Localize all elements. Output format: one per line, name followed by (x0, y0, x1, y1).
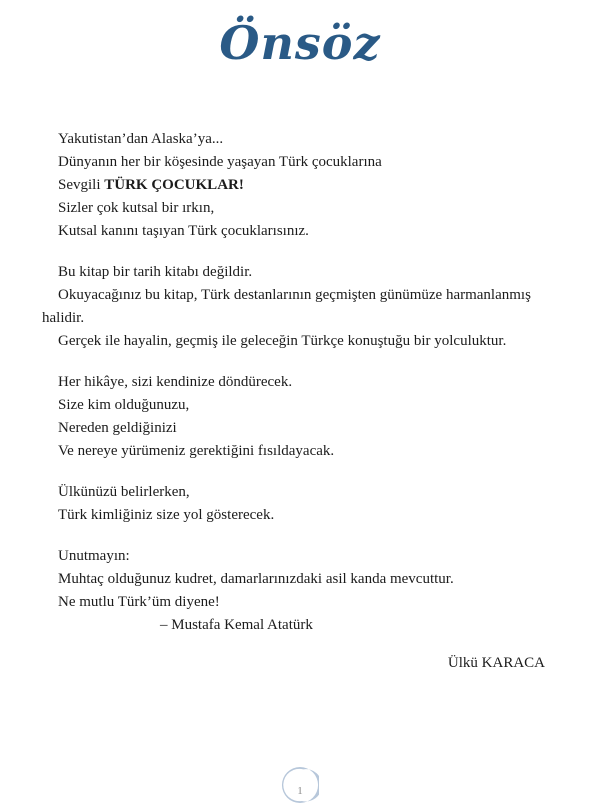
paragraph (42, 481, 586, 527)
text-line: Türk kimliğiniz size yol gösterecek. (58, 507, 275, 523)
text-line: Ülkünüzü belirlerken, (58, 484, 190, 500)
text-line: halidir. (42, 310, 85, 326)
text-line: Dünyanın her bir köşesinde yaşayan Türk çocuklarına (58, 154, 382, 170)
text-line: Size kim olduğunuzu, (58, 397, 190, 413)
text-line: Kutsal kanını taşıyan Türk çocuklarısınız. (58, 223, 309, 239)
body-text (42, 128, 586, 655)
page-number: 1 (297, 785, 303, 797)
text-line-prefix: Sevgili (58, 177, 105, 193)
crescent-moon-icon (281, 766, 319, 804)
page-footer (0, 758, 600, 800)
paragraph (42, 128, 586, 243)
author-signature: Ülkü KARACA (447, 655, 545, 671)
paragraph (42, 545, 586, 637)
text-line: Ne mutlu Türk’üm diyene! (58, 594, 220, 610)
text-line: Okuyacağınız bu kitap, Türk destanlarının geçmişten günümüze harmanlanmış (58, 287, 531, 303)
text-line-emphasis: TÜRK ÇOCUKLAR! (104, 177, 244, 193)
attribution-line: – Mustafa Kemal Atatürk (160, 617, 313, 633)
text-line: Gerçek ile hayalin, geçmiş ile geleceğin Türkçe konuştuğu bir yolculuktur. (58, 333, 507, 349)
text-line: Bu kitap bir tarih kitabı değildir. (58, 264, 253, 280)
page-title: Önsöz (219, 16, 381, 70)
paragraph (42, 371, 586, 463)
text-line: Sizler çok kutsal bir ırkın, (58, 200, 215, 216)
paragraph (42, 261, 586, 353)
text-line: Her hikâye, sizi kendinize döndürecek. (58, 374, 293, 390)
text-line: Ve nereye yürümeniz gerektiğini fısıldayacak. (58, 443, 335, 459)
text-line: Yakutistan’dan Alaska’ya... (58, 131, 224, 147)
text-line: Muhtaç olduğunuz kudret, damarlarınızdaki asil kanda mevcuttur. (58, 571, 454, 587)
text-line (42, 174, 586, 197)
text-line: Nereden geldiğinizi (58, 420, 177, 436)
text-line: Unutmayın: (58, 548, 130, 564)
